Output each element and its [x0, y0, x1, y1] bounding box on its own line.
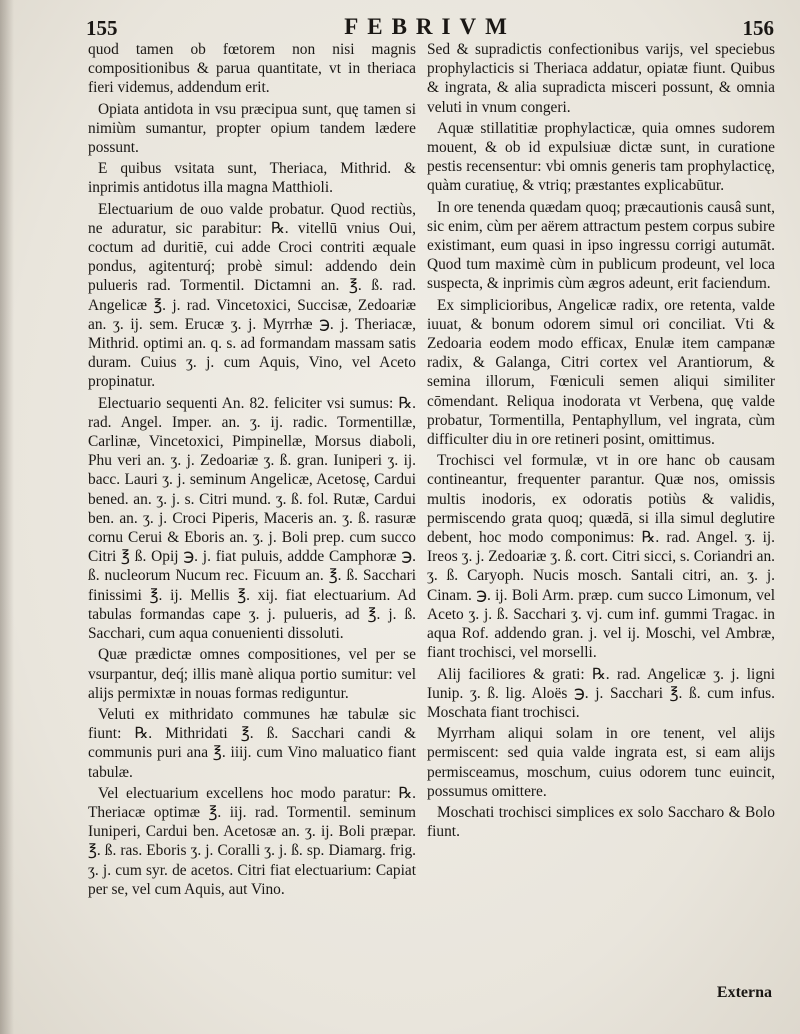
- paragraph: Trochisci vel formulæ, vt in ore hanc ob causam contineantur, frequenter parantur. Quæ nos, omissis multis inodoris, ex odoratis potiùs & validis, permiscendo grata quoq; quædā, si illa simul deglutire debent, hoc modo componimus: ℞. rad. Angel. ʒ. ij. Ireos ʒ. j. Zedoariæ ʒ. ß. cort. Citri sicci, s. Coriandri an. ʒ. ß. Caryoph. Nucis mosch. Santali citri, an. ʒ. j. Cinam. ℈. ij. Boli Arm. præp. cum succo Limonum, vel Aceto ʒ. j. ß. Sacchari ʒ. vj. cum inf. gummi Tragac. in aqua Rof. addendo gran. j. vel ij. Moschi, vel Ambræ, fiant trochisci, vel morselli.: [427, 452, 775, 662]
- paragraph: Ex simplicioribus, Angelicæ radix, ore retenta, valde iuuat, & bonum odorem simul ori conciliat. Vti & Zedoaria eodem modo efficax, Enulæ item campanæ radix, & Galanga, Citri cortex vel Arantiorum, & semina illorum, Fœniculi semen aliqui similiter cōmendant. Reliqua inodorata vt Verbena, quę valde probatur, Tormentilla, Pentaphyllum, vel ingrata, cùm difficulter diu in ore retineri posint, omittimus.: [427, 296, 775, 449]
- paragraph: Sed & supradictis confectionibus varijs, vel speciebus prophylacticis si Theriaca addatur, opiatæ fiunt. Quibus & ingrata, & alia supradicta misceri possunt, & omnia veluti in vnum congeri.: [427, 41, 775, 116]
- page-number-right: 156: [742, 16, 774, 40]
- paragraph: Electuarium de ouo valde probatur. Quod rectiùs, ne aduratur, sic parabitur: ℞. vitellū vnius Oui, coctum ad duritiē, cui adde Croci contriti æquale pondus, agitenturq́; probè simul: addendo dein pulueris rad. Tormentil. Dictamni an. ℥. ß. rad. Angelicæ ℥. j. rad. Vincetoxici, Succisæ, Zedoariæ an. ʒ. ij. sem. Erucæ ʒ. j. Myrrhæ ℈. j. Theriacæ, Mithrid. optimi an. q. s. ad formandam massam satis duram. Cuius ʒ. j. cum Aquis, Vino, vel Aceto propinatur.: [88, 200, 416, 391]
- running-title: FEBRIVM: [344, 14, 516, 39]
- catchword: Externa: [716, 984, 772, 1001]
- page-number-left: 155: [86, 16, 118, 40]
- binding-shadow: [0, 0, 14, 1034]
- paragraph: Moschati trochisci simplices ex solo Saccharo & Bolo fiunt.: [427, 803, 775, 841]
- paragraph: quod tamen ob fœtorem non nisi magnis compositionibus & parua quantitate, vt in theriaca fieri videmus, addendum erit.: [88, 41, 416, 97]
- paragraph: Opiata antidota in vsu præcipua sunt, quę tamen si nimiùm sumantur, propter opium tandem lædere possunt.: [88, 100, 416, 157]
- paragraph: E quibus vsitata sunt, Theriaca, Mithrid. & inprimis antidotus illa magna Matthioli.: [88, 160, 416, 197]
- paragraph: Electuario sequenti An. 82. feliciter vsi sumus: ℞. rad. Angel. Imper. an. ʒ. ij. radic. Tormentillæ, Carlinæ, Vincetoxici, Pimpinellæ, Morsus diaboli, Phu veri an. ʒ. j. Zedoariæ ʒ. ß. gran. Iuniperi ʒ. ij. bacc. Lauri ʒ. j. seminum Angelicæ, Acetosę, Cardui bened. an. ʒ. j. s. Citri mund. ʒ. ß. fol. Rutæ, Cardui ben. an. ʒ. j. Croci Piperis, Maceris an. ʒ. ß. rasuræ cornu Cerui & Eboris an. ʒ. j. Boli prep. cum succo Citri ℥ ß. Opij ℈. j. fiat puluis, addde Camphoræ ℈. ß. nucleorum Nucum rec. Ficuum an. ℥. ß. Sacchari finissimi ℥. ij. Mellis ℥. xij. fiat electuarium. Ad tabulas formandas cape ʒ. j. pulueris, ad ℥. j. ß. Sacchari, cum aqua conuenienti dissoluti.: [88, 394, 416, 643]
- right-column: [427, 40, 775, 843]
- left-column: [88, 40, 416, 901]
- page-header: [86, 14, 774, 42]
- paragraph: Vel electuarium excellens hoc modo paratur: ℞. Theriacæ optimæ ℥. iij. rad. Tormentil. seminum Iuniperi, Cardui ben. Acetosæ an. ʒ. ij. Boli præpar. ℥. ß. ras. Eboris ʒ. j. Coralli ʒ. j. ß. sp. Diamarg. frig. ʒ. j. cum syr. de acetos. Citri fiat electuarium: Capiat per se, vel cum Aquis, aut Vino.: [88, 784, 416, 898]
- paragraph: In ore tenenda quædam quoq; præcautionis causâ sunt, sic enim, cùm per aërem attractum pestem corpus subire existimant, eum quasi in ipso ingressu corrigi autumāt. Quod tum maximè cùm in publicum prodeunt, vel loca suspecta, & inprimis cùm ægros adeunt, erit faciendum.: [427, 198, 775, 293]
- paragraph: Alij faciliores & grati: ℞. rad. Angelicæ ʒ. j. ligni Iunip. ʒ. ß. lig. Aloës ℈. j. Sacchari ℥. ß. cum infus. Moschata fiant trochisci.: [427, 665, 775, 721]
- paragraph: Aquæ stillatitiæ prophylacticæ, quia omnes sudorem mouent, & ob id expulsiuæ dictæ sunt, in curatione pestis recensentur: vbi omnis generis tam prophylacticę, quàm curatiuę, & vtriq; præstantes explicabūtur.: [427, 119, 775, 195]
- paragraph: Veluti ex mithridato communes hæ tabulæ sic fiunt: ℞. Mithridati ℥. ß. Sacchari candi & communis puri ana ℥. iiij. cum Vino maluatico fiant tabulæ.: [88, 705, 416, 781]
- paragraph: Myrrham aliqui solam in ore tenent, vel alijs permiscent: sed quia valde ingrata est, si eam alijs permisceamus, moschum, cuius odorem tunc euincit, possumus omittere.: [427, 725, 775, 800]
- paragraph: Quæ prædictæ omnes compositiones, vel per se vsurpantur, deq́; illis manè aliqua portio sumitur: vel alijs permixtæ in nouas formas rediguntur.: [88, 646, 416, 702]
